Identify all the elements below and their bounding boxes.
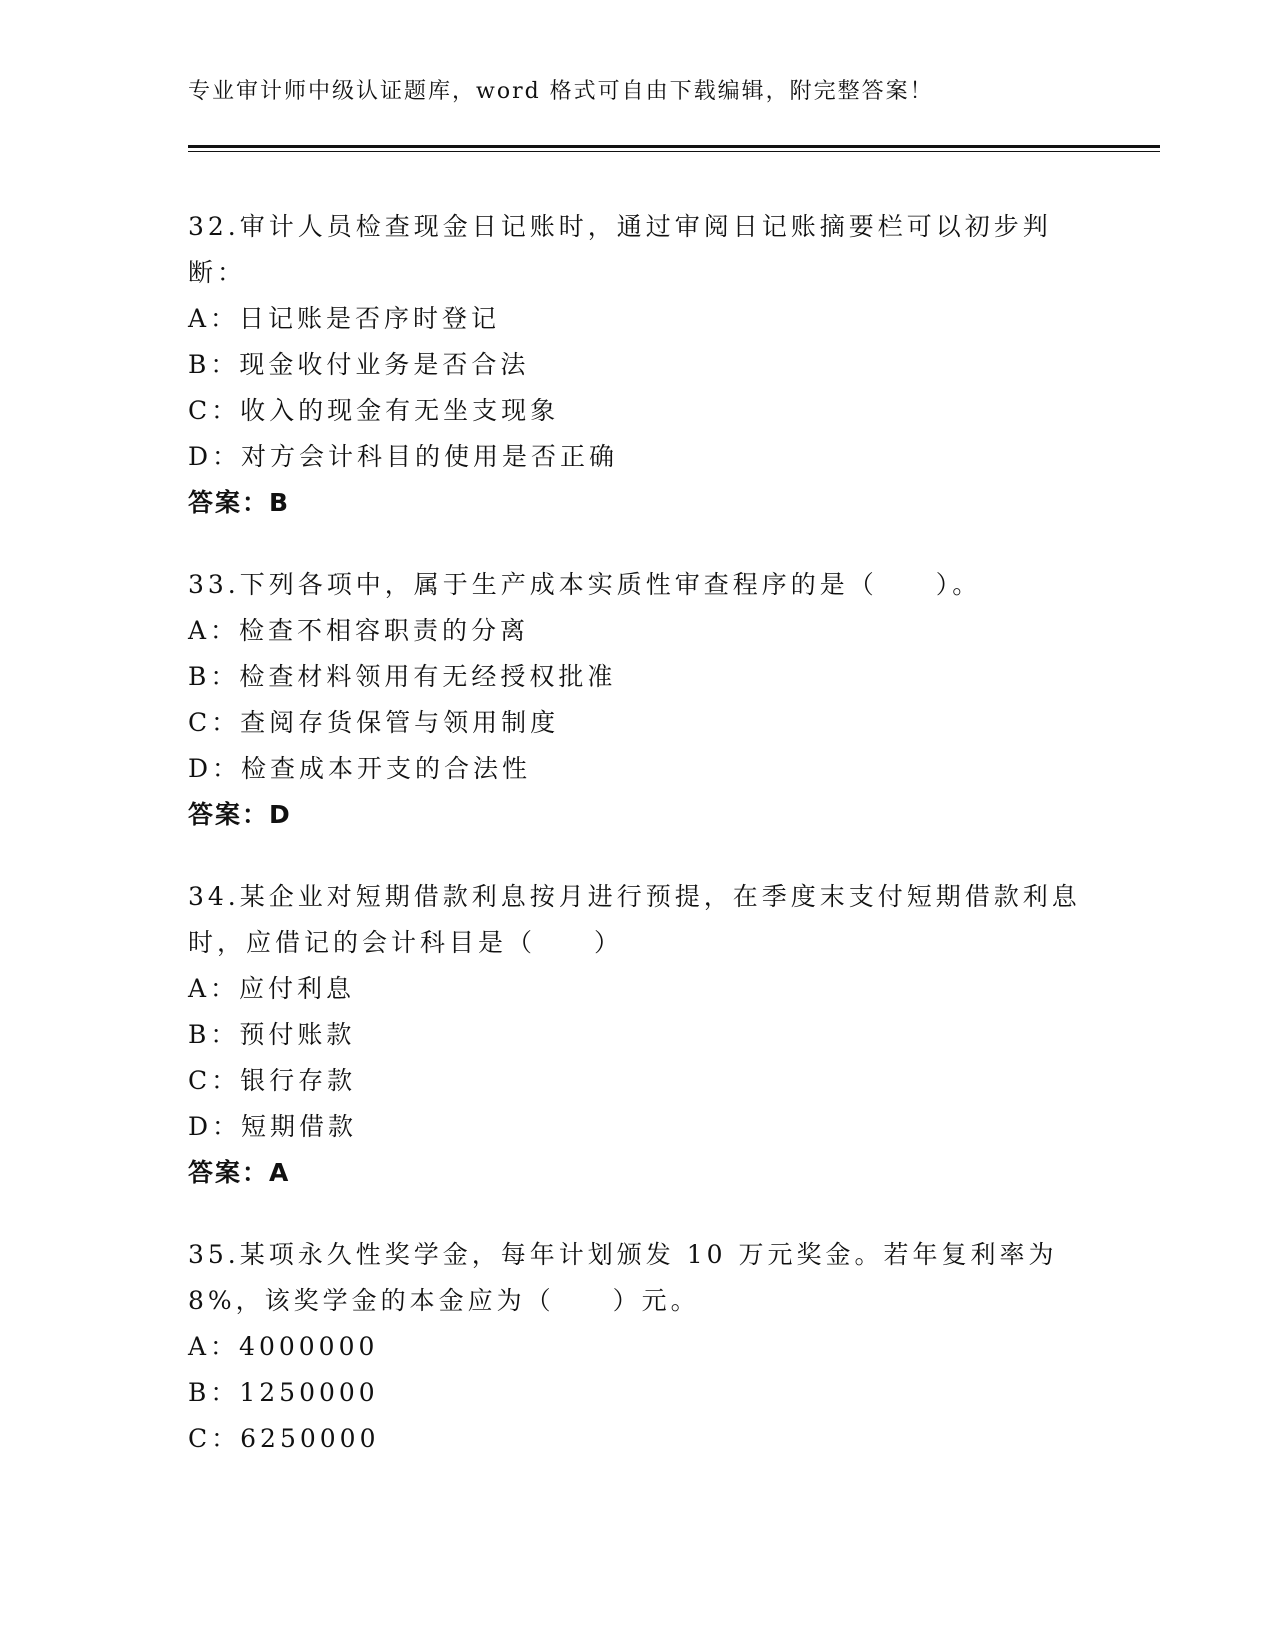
- option-b: B：预付账款: [188, 1020, 356, 1049]
- question-text: 32.审计人员检查现金日记账时，通过审阅日记账摘要栏可以初步判断：: [188, 212, 1052, 287]
- question-list: [188, 204, 1088, 1498]
- answer: 答案：D: [188, 800, 292, 829]
- answer: 答案：A: [188, 1158, 291, 1187]
- question-text: 34.某企业对短期借款利息按月进行预提，在季度末支付短期借款利息时，应借记的会计科目是（ ）: [188, 882, 1081, 957]
- option-d: D：对方会计科目的使用是否正确: [188, 442, 619, 471]
- option-d: D：检查成本开支的合法性: [188, 754, 532, 783]
- question-33: [188, 562, 1088, 838]
- question-text: 35.某项永久性奖学金，每年计划颁发 10 万元奖金。若年复利率为 8%，该奖学金的本金应为（ ）元。: [188, 1240, 1058, 1315]
- option-a: A：4000000: [188, 1332, 379, 1361]
- option-b: B：现金收付业务是否合法: [188, 350, 530, 379]
- option-c: C：收入的现金有无坐支现象: [188, 396, 560, 425]
- question-35: [188, 1232, 1088, 1462]
- option-d: D：短期借款: [188, 1112, 358, 1141]
- header-rule-thick: [188, 145, 1160, 148]
- header-rule-thin: [188, 151, 1160, 152]
- question-text: 33.下列各项中，属于生产成本实质性审查程序的是（ ）。: [188, 570, 982, 599]
- page-header: 专业审计师中级认证题库，word 格式可自由下载编辑，附完整答案！: [188, 79, 934, 104]
- option-b: B：1250000: [188, 1378, 379, 1407]
- answer: 答案：B: [188, 488, 291, 517]
- question-32: [188, 204, 1088, 526]
- option-c: C：6250000: [188, 1424, 380, 1453]
- question-34: [188, 874, 1088, 1196]
- option-a: A：应付利息: [188, 974, 356, 1003]
- option-a: A：检查不相容职责的分离: [188, 616, 530, 645]
- option-c: C：查阅存货保管与领用制度: [188, 708, 560, 737]
- option-c: C：银行存款: [188, 1066, 357, 1095]
- option-b: B：检查材料领用有无经授权批准: [188, 662, 617, 691]
- option-a: A：日记账是否序时登记: [188, 304, 501, 333]
